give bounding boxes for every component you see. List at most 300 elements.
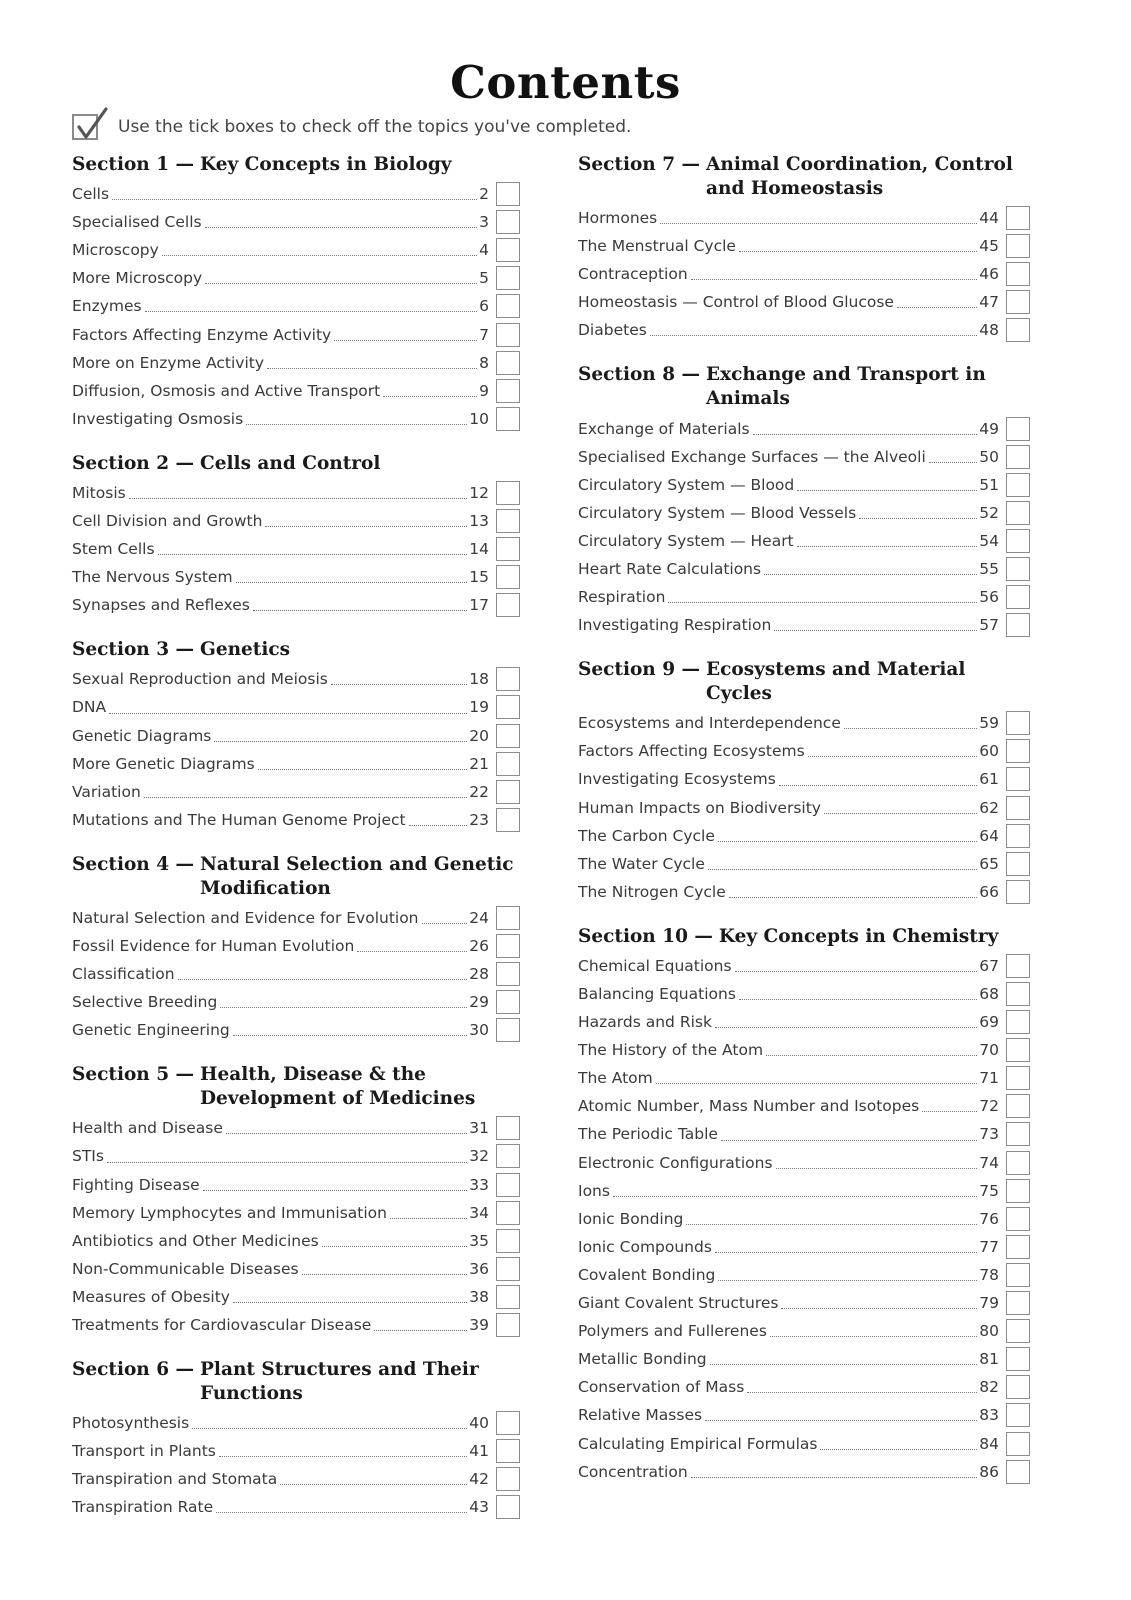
tick-box[interactable] xyxy=(1006,1122,1030,1146)
tick-box[interactable] xyxy=(496,1173,520,1197)
tick-box[interactable] xyxy=(496,182,520,206)
topic-label: More Microscopy xyxy=(72,269,203,288)
tick-box[interactable] xyxy=(496,780,520,804)
tick-box[interactable] xyxy=(496,1229,520,1253)
tick-box[interactable] xyxy=(1006,613,1030,637)
contents-entry xyxy=(72,806,520,834)
contents-entry xyxy=(72,1311,520,1339)
contents-entry xyxy=(72,377,520,405)
dot-leader xyxy=(747,1392,977,1393)
contents-entry xyxy=(578,611,1030,639)
tick-box[interactable] xyxy=(496,906,520,930)
dot-leader xyxy=(718,841,977,842)
contents-entry xyxy=(72,563,520,591)
dot-leader xyxy=(735,971,978,972)
section-title: Exchange and Transport in Animals xyxy=(706,364,986,410)
topic-label: Metallic Bonding xyxy=(578,1350,707,1369)
page-number: 10 xyxy=(469,409,489,428)
topic-label: Non-Communicable Diseases xyxy=(72,1259,299,1278)
dot-leader xyxy=(779,785,977,786)
section xyxy=(72,153,520,433)
section-heading xyxy=(578,363,1030,411)
contents-entry xyxy=(578,471,1030,499)
page-number: 56 xyxy=(979,588,999,607)
tick-box[interactable] xyxy=(496,238,520,262)
contents-entry xyxy=(72,180,520,208)
contents-entry xyxy=(578,765,1030,793)
tick-box[interactable] xyxy=(496,934,520,958)
section-heading xyxy=(578,925,1030,949)
page-number: 68 xyxy=(979,985,999,1004)
dot-leader xyxy=(267,368,477,369)
tick-box[interactable] xyxy=(1006,1460,1030,1484)
dot-leader xyxy=(897,307,977,308)
page-number: 43 xyxy=(469,1498,489,1517)
tick-box[interactable] xyxy=(1006,1235,1030,1259)
tick-box[interactable] xyxy=(496,667,520,691)
dot-leader xyxy=(422,923,468,924)
tick-box[interactable] xyxy=(496,481,520,505)
dot-leader xyxy=(708,869,977,870)
contents-entry xyxy=(72,349,520,377)
topic-label: Mutations and The Human Genome Project xyxy=(72,810,406,829)
tick-box[interactable] xyxy=(496,565,520,589)
contents-entry xyxy=(72,1227,520,1255)
page-number: 60 xyxy=(979,742,999,761)
contents-entry xyxy=(72,960,520,988)
tick-box[interactable] xyxy=(1006,1347,1030,1371)
section-number: Section 8 — xyxy=(578,364,701,386)
page-number: 75 xyxy=(979,1181,999,1200)
dot-leader xyxy=(226,1133,467,1134)
tick-box[interactable] xyxy=(496,1144,520,1168)
dot-leader xyxy=(721,1140,977,1141)
topic-label: Mitosis xyxy=(72,483,126,502)
dot-leader xyxy=(383,396,477,397)
contents-entry xyxy=(578,1458,1030,1486)
topic-label: Memory Lymphocytes and Immunisation xyxy=(72,1203,387,1222)
dot-leader xyxy=(302,1274,468,1275)
dot-leader xyxy=(203,1190,468,1191)
section xyxy=(72,452,520,619)
page-number: 12 xyxy=(469,483,489,502)
contents-entry xyxy=(578,737,1030,765)
topic-label: Hormones xyxy=(578,209,658,228)
contents-entry xyxy=(578,260,1030,288)
tick-box[interactable] xyxy=(1006,1179,1030,1203)
topic-label: Investigating Ecosystems xyxy=(578,770,776,789)
topic-label: Ionic Compounds xyxy=(578,1237,712,1256)
contents-entry xyxy=(72,292,520,320)
topic-label: Atomic Number, Mass Number and Isotopes xyxy=(578,1097,920,1116)
dot-leader xyxy=(715,1252,977,1253)
contents-entry xyxy=(578,1064,1030,1092)
page-number: 36 xyxy=(469,1259,489,1278)
tick-box[interactable] xyxy=(496,210,520,234)
tick-box[interactable] xyxy=(1006,1403,1030,1427)
topic-label: Transport in Plants xyxy=(72,1442,216,1461)
page-number: 22 xyxy=(469,782,489,801)
topic-label: Circulatory System — Heart xyxy=(578,531,794,550)
section-heading xyxy=(72,1358,520,1406)
dot-leader xyxy=(357,951,467,952)
tick-box[interactable] xyxy=(1006,234,1030,258)
topic-label: STIs xyxy=(72,1147,104,1166)
dot-leader xyxy=(205,227,478,228)
topic-label: Electronic Configurations xyxy=(578,1153,773,1172)
topic-label: The Water Cycle xyxy=(578,854,705,873)
topic-label: Hazards and Risk xyxy=(578,1013,712,1032)
section-title: Natural Selection and Genetic Modification xyxy=(200,853,514,899)
page-number: 39 xyxy=(469,1316,489,1335)
topic-label: The Nitrogen Cycle xyxy=(578,882,726,901)
dot-leader xyxy=(739,999,977,1000)
tick-box[interactable] xyxy=(1006,557,1030,581)
tick-box[interactable] xyxy=(496,407,520,431)
section-heading xyxy=(578,658,1030,706)
tick-box[interactable] xyxy=(1006,1432,1030,1456)
topic-label: Diabetes xyxy=(578,321,647,340)
page-number: 59 xyxy=(979,714,999,733)
topic-label: Calculating Empirical Formulas xyxy=(578,1434,818,1453)
contents-entry xyxy=(578,850,1030,878)
topic-label: Circulatory System — Blood Vessels xyxy=(578,503,857,522)
tick-box[interactable] xyxy=(496,1257,520,1281)
topic-label: Covalent Bonding xyxy=(578,1265,716,1284)
page-number: 46 xyxy=(979,265,999,284)
dot-leader xyxy=(107,1162,467,1163)
tick-box[interactable] xyxy=(1006,767,1030,791)
tick-box[interactable] xyxy=(496,1313,520,1337)
topic-label: Transpiration Rate xyxy=(72,1498,214,1517)
tick-box[interactable] xyxy=(1006,982,1030,1006)
section-number: Section 6 — xyxy=(72,1359,195,1381)
tick-box[interactable] xyxy=(1006,880,1030,904)
contents-entry xyxy=(578,1233,1030,1261)
contents-entry xyxy=(578,1373,1030,1401)
section-title: Cells and Control xyxy=(200,452,381,474)
page-number: 48 xyxy=(979,321,999,340)
dot-leader xyxy=(776,1168,978,1169)
topic-label: Stem Cells xyxy=(72,540,155,559)
dot-leader xyxy=(233,1035,468,1036)
tick-box[interactable] xyxy=(496,1018,520,1042)
tick-box[interactable] xyxy=(1006,1263,1030,1287)
contents-entry xyxy=(72,1283,520,1311)
dot-leader xyxy=(219,1456,467,1457)
contents-entry xyxy=(72,208,520,236)
tick-box[interactable] xyxy=(496,351,520,375)
tick-box[interactable] xyxy=(1006,1375,1030,1399)
page-number: 44 xyxy=(979,209,999,228)
dot-leader xyxy=(129,498,468,499)
tick-box[interactable] xyxy=(1006,585,1030,609)
dot-leader xyxy=(715,1027,977,1028)
dot-leader xyxy=(322,1246,468,1247)
contents-entry xyxy=(72,236,520,264)
section-heading xyxy=(72,853,520,901)
page-number: 76 xyxy=(979,1209,999,1228)
tick-box[interactable] xyxy=(1006,796,1030,820)
dot-leader xyxy=(178,979,468,980)
page-number: 19 xyxy=(469,698,489,717)
section xyxy=(72,1358,520,1521)
page-number: 84 xyxy=(979,1434,999,1453)
dot-leader xyxy=(859,518,977,519)
page-number: 41 xyxy=(469,1442,489,1461)
topic-label: The Menstrual Cycle xyxy=(578,237,736,256)
contents-entry xyxy=(72,988,520,1016)
topic-label: Health and Disease xyxy=(72,1119,223,1138)
tick-box[interactable] xyxy=(496,294,520,318)
dot-leader xyxy=(764,574,977,575)
contents-entry xyxy=(72,1493,520,1521)
tick-box[interactable] xyxy=(1006,1207,1030,1231)
topic-label: Natural Selection and Evidence for Evolution xyxy=(72,908,419,927)
tick-box[interactable] xyxy=(1006,1319,1030,1343)
page-number: 49 xyxy=(979,419,999,438)
tick-box[interactable] xyxy=(1006,529,1030,553)
contents-entry xyxy=(72,320,520,348)
page-number: 57 xyxy=(979,616,999,635)
dot-leader xyxy=(253,610,467,611)
section-number: Section 2 — xyxy=(72,452,195,474)
page-number: 79 xyxy=(979,1294,999,1313)
contents-entry xyxy=(578,980,1030,1008)
page-number: 62 xyxy=(979,798,999,817)
section-title: Animal Coordination, Control and Homeostasis xyxy=(706,154,1013,199)
tick-box[interactable] xyxy=(1006,711,1030,735)
page-number: 15 xyxy=(469,568,489,587)
contents-entry xyxy=(72,507,520,535)
topic-label: More on Enzyme Activity xyxy=(72,353,265,372)
dot-leader xyxy=(770,1336,977,1337)
tick-box[interactable] xyxy=(1006,1038,1030,1062)
page-number: 54 xyxy=(979,531,999,550)
tick-box[interactable] xyxy=(1006,473,1030,497)
instruction-text: Use the tick boxes to check off the topics you've completed. xyxy=(118,117,632,137)
topic-label: Microscopy xyxy=(72,241,159,260)
tick-box[interactable] xyxy=(496,962,520,986)
contents-entry xyxy=(72,591,520,619)
page-number: 47 xyxy=(979,293,999,312)
page-number: 31 xyxy=(469,1119,489,1138)
tick-box[interactable] xyxy=(1006,206,1030,230)
tick-box[interactable] xyxy=(496,1495,520,1519)
topic-label: Variation xyxy=(72,782,141,801)
topic-label: Genetic Engineering xyxy=(72,1021,230,1040)
page-number: 24 xyxy=(469,908,489,927)
topic-label: Sexual Reproduction and Meiosis xyxy=(72,670,328,689)
topic-label: Relative Masses xyxy=(578,1406,703,1425)
contents-entry xyxy=(578,1317,1030,1345)
dot-leader xyxy=(710,1364,978,1365)
dot-leader xyxy=(922,1111,977,1112)
dot-leader xyxy=(145,311,477,312)
page-number: 18 xyxy=(469,670,489,689)
tick-box[interactable] xyxy=(1006,852,1030,876)
contents-entry xyxy=(72,932,520,960)
contents-entry xyxy=(578,499,1030,527)
dot-leader xyxy=(686,1224,977,1225)
tick-box[interactable] xyxy=(496,323,520,347)
topic-label: Human Impacts on Biodiversity xyxy=(578,798,821,817)
contents-entry xyxy=(578,232,1030,260)
page-number: 74 xyxy=(979,1153,999,1172)
page-number: 51 xyxy=(979,475,999,494)
page-number: 38 xyxy=(469,1287,489,1306)
page-number: 5 xyxy=(479,269,489,288)
contents-entry xyxy=(578,316,1030,344)
dot-leader xyxy=(220,1007,467,1008)
contents-entry xyxy=(72,1114,520,1142)
page-number: 65 xyxy=(979,854,999,873)
page-number: 80 xyxy=(979,1322,999,1341)
tick-box[interactable] xyxy=(496,509,520,533)
dot-leader xyxy=(797,490,977,491)
dot-leader xyxy=(246,424,467,425)
dot-leader xyxy=(331,684,467,685)
contents-entry xyxy=(578,1261,1030,1289)
tick-box[interactable] xyxy=(496,990,520,1014)
tick-box[interactable] xyxy=(1006,501,1030,525)
tick-box[interactable] xyxy=(496,593,520,617)
dot-leader xyxy=(162,255,477,256)
tick-box[interactable] xyxy=(1006,262,1030,286)
tick-box[interactable] xyxy=(496,1201,520,1225)
contents-entry xyxy=(72,1171,520,1199)
contents-entry xyxy=(578,204,1030,232)
dot-leader xyxy=(781,1308,977,1309)
page-number: 20 xyxy=(469,726,489,745)
page-number: 52 xyxy=(979,503,999,522)
topic-label: Investigating Osmosis xyxy=(72,409,244,428)
tick-box[interactable] xyxy=(1006,318,1030,342)
contents-entry xyxy=(578,1429,1030,1457)
section xyxy=(578,153,1030,344)
topic-label: Ions xyxy=(578,1181,610,1200)
tick-box[interactable] xyxy=(496,724,520,748)
tick-box[interactable] xyxy=(1006,290,1030,314)
tick-box[interactable] xyxy=(496,266,520,290)
tick-box[interactable] xyxy=(1006,1291,1030,1315)
dot-leader xyxy=(824,813,977,814)
tick-box[interactable] xyxy=(1006,417,1030,441)
page-number: 83 xyxy=(979,1406,999,1425)
contents-column-left xyxy=(72,153,520,1540)
section-title: Key Concepts in Chemistry xyxy=(718,925,999,947)
contents-entry xyxy=(578,1289,1030,1317)
checkmark-icon xyxy=(76,107,108,141)
topic-label: Factors Affecting Enzyme Activity xyxy=(72,325,332,344)
tick-box[interactable] xyxy=(496,379,520,403)
contents-entry xyxy=(72,904,520,932)
contents-entry xyxy=(578,952,1030,980)
tick-box[interactable] xyxy=(1006,1151,1030,1175)
dot-leader xyxy=(158,554,468,555)
tick-box[interactable] xyxy=(496,808,520,832)
contents-entry xyxy=(578,1149,1030,1177)
tick-box[interactable] xyxy=(1006,445,1030,469)
topic-label: Investigating Respiration xyxy=(578,616,772,635)
page-number: 17 xyxy=(469,596,489,615)
contents-entry xyxy=(578,878,1030,906)
tick-box[interactable] xyxy=(496,1411,520,1435)
dot-leader xyxy=(739,251,977,252)
topic-label: The Carbon Cycle xyxy=(578,826,715,845)
page-number: 26 xyxy=(469,937,489,956)
dot-leader xyxy=(233,1302,467,1303)
contents-entry xyxy=(578,288,1030,316)
topic-label: Fossil Evidence for Human Evolution xyxy=(72,937,355,956)
dot-leader xyxy=(236,582,468,583)
page-number: 3 xyxy=(479,213,489,232)
dot-leader xyxy=(258,769,468,770)
contents-entry xyxy=(578,583,1030,611)
contents-entry xyxy=(578,822,1030,850)
topic-label: Contraception xyxy=(578,265,688,284)
topic-label: Genetic Diagrams xyxy=(72,726,212,745)
section-heading xyxy=(72,452,520,476)
tick-box[interactable] xyxy=(496,1285,520,1309)
contents-entry xyxy=(72,722,520,750)
tick-box[interactable] xyxy=(1006,1094,1030,1118)
tick-box[interactable] xyxy=(496,1116,520,1140)
tick-box[interactable] xyxy=(1006,739,1030,763)
tick-box[interactable] xyxy=(1006,1066,1030,1090)
page-number: 2 xyxy=(479,185,489,204)
topic-label: Respiration xyxy=(578,588,666,607)
section-heading xyxy=(72,1063,520,1111)
tick-box[interactable] xyxy=(496,695,520,719)
topic-label: Specialised Exchange Surfaces — the Alveoli xyxy=(578,447,926,466)
dot-leader xyxy=(774,630,977,631)
tick-box[interactable] xyxy=(1006,954,1030,978)
dot-leader xyxy=(205,283,477,284)
contents-entry xyxy=(72,1016,520,1044)
topic-label: Circulatory System — Blood xyxy=(578,475,795,494)
contents-entry xyxy=(72,1199,520,1227)
contents-entry xyxy=(578,1205,1030,1233)
tick-box[interactable] xyxy=(496,752,520,776)
dot-leader xyxy=(656,1083,978,1084)
topic-label: Polymers and Fullerenes xyxy=(578,1322,767,1341)
contents-entry xyxy=(72,1437,520,1465)
section-title: Plant Structures and Their Functions xyxy=(200,1359,479,1405)
contents-entry xyxy=(72,1465,520,1493)
tick-box[interactable] xyxy=(496,1467,520,1491)
tick-box[interactable] xyxy=(496,537,520,561)
section xyxy=(72,638,520,834)
dot-leader xyxy=(613,1196,977,1197)
page-number: 69 xyxy=(979,1013,999,1032)
topic-label: Measures of Obesity xyxy=(72,1287,230,1306)
tick-box[interactable] xyxy=(1006,824,1030,848)
section-heading xyxy=(72,153,520,177)
tick-box[interactable] xyxy=(496,1439,520,1463)
topic-label: The Atom xyxy=(578,1069,653,1088)
tick-box[interactable] xyxy=(1006,1010,1030,1034)
contents-entry xyxy=(72,405,520,433)
topic-label: Homeostasis — Control of Blood Glucose xyxy=(578,293,894,312)
dot-leader xyxy=(718,1280,977,1281)
page-number: 8 xyxy=(479,353,489,372)
page-number: 55 xyxy=(979,559,999,578)
contents-entry xyxy=(72,479,520,507)
dot-leader xyxy=(265,526,467,527)
page-number: 13 xyxy=(469,511,489,530)
page-number: 33 xyxy=(469,1175,489,1194)
